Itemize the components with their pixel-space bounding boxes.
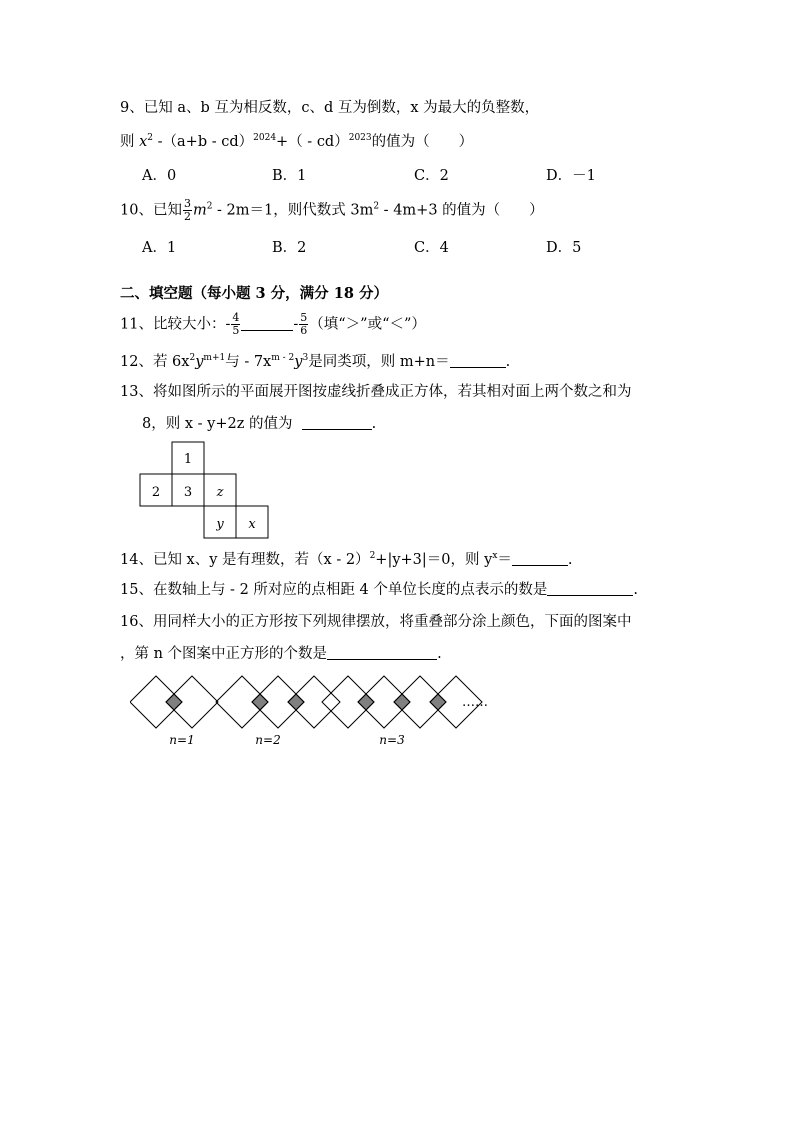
q14-line	[120, 550, 573, 570]
q12-line	[120, 352, 510, 372]
q16-line1: 16、用同样大小的正方形按下列规律摆放，将重叠部分涂上颜色，下面的图案中	[120, 614, 632, 630]
net-label-z: z	[216, 485, 224, 500]
q9-option-a[interactable]: A．0	[142, 168, 177, 184]
q10-line	[120, 198, 544, 223]
q10-expr2: - 4m+3 的值为（ ）	[379, 202, 544, 219]
q10-expr1b: - 2m＝1，则代数式 3m	[212, 202, 374, 219]
q9-exp2024: 2024	[253, 133, 277, 143]
q11-fraction-1	[231, 312, 240, 337]
q11-f2-num: 5	[300, 311, 308, 324]
net-label-3: 3	[183, 485, 193, 500]
q12-e1: 2	[189, 353, 196, 363]
q14-mid: +|y+3|＝0，则 y	[375, 552, 493, 568]
q9-prefix: 则	[120, 134, 140, 150]
section2-title: 二、填空题（每小题 3 分，满分 18 分）	[120, 285, 388, 302]
q12-y1: y	[195, 354, 204, 370]
q15-end: .	[633, 582, 638, 598]
q10-frac-num: 3	[183, 197, 191, 210]
q14-prefix: 14、已知 x、y 是有理数，若（x - 2）	[120, 552, 370, 568]
q15-line	[120, 580, 638, 600]
q14-e2: x	[492, 551, 498, 561]
q15-answer-blank[interactable]	[547, 581, 633, 596]
q12-e2: m+1	[203, 353, 226, 363]
q10-option-b[interactable]: B．2	[272, 240, 307, 256]
q13-line1: 13、将如图所示的平面展开图按虚线折叠成正方体，若其相对面上两个数之和为	[120, 384, 632, 400]
pattern-overlap	[394, 694, 410, 710]
q11-f1-num: 4	[232, 311, 240, 324]
net-label-1: 1	[183, 452, 193, 467]
q9-line2	[120, 132, 473, 152]
q13-end: .	[371, 416, 377, 432]
q11-line	[120, 312, 426, 337]
q11-prefix: 11、比较大小：	[120, 316, 226, 333]
q10-exp1: 2	[206, 201, 213, 212]
q16-line2	[120, 644, 442, 664]
q12-suffix: 是同类项，则 m+n＝	[308, 354, 450, 370]
net-label-2: 2	[151, 485, 161, 500]
q11-f2-den: 6	[300, 324, 308, 337]
q13-line2-text: 8，则 x - y+2z 的值为	[142, 416, 293, 432]
q11-fraction-2	[299, 312, 308, 337]
q10-option-d[interactable]: D．5	[546, 240, 582, 256]
net-label-y: y	[216, 517, 224, 532]
q12-answer-blank[interactable]	[450, 353, 506, 368]
q11-f1-den: 5	[232, 324, 240, 337]
q10-fraction	[183, 198, 192, 223]
q10-option-c[interactable]: C．4	[414, 240, 449, 256]
pattern-label-n2: n=2	[255, 733, 281, 747]
q9-exp2: 2	[147, 133, 154, 143]
q10-frac-den: 2	[183, 210, 191, 223]
q12-prefix: 12、若 6x	[120, 354, 190, 370]
q14-suffix: ＝	[497, 552, 512, 568]
pattern-overlap	[358, 694, 374, 710]
pattern-overlap	[288, 694, 304, 710]
pattern-label-n1: n=1	[169, 733, 195, 747]
square-pattern-figure	[130, 672, 510, 752]
net-label-x: x	[248, 517, 256, 532]
q14-answer-blank[interactable]	[512, 551, 568, 566]
pattern-ellipsis: ……	[462, 695, 488, 710]
q9-line1: 9、已知 a、b 互为相反数，c、d 互为倒数，x 为最大的负整数，	[120, 100, 540, 116]
q12-mid: 与 - 7x	[225, 354, 272, 370]
q10-prefix: 10、已知	[120, 202, 182, 219]
q11-f2-sign: -	[293, 316, 299, 333]
cube-net-figure	[136, 440, 272, 544]
pattern-label-n3: n=3	[379, 733, 405, 747]
q10-m: m	[192, 202, 207, 219]
q16-end: .	[437, 646, 442, 662]
q16-answer-blank[interactable]	[327, 645, 437, 660]
q12-e4: 3	[302, 353, 309, 363]
q10-exp2: 2	[373, 201, 380, 212]
pattern-overlap	[166, 694, 182, 710]
q9-suffix: 的值为（ ）	[371, 134, 474, 150]
q11-f1-sign: -	[225, 316, 231, 333]
q16-line2-text: ，第 n 个图案中正方形的个数是	[120, 646, 328, 662]
q12-y2: y	[294, 354, 303, 370]
q15-text: 15、在数轴上与 - 2 所对应的点相距 4 个单位长度的点表示的数是	[120, 582, 548, 598]
q11-suffix: （填“＞”或“＜”）	[309, 316, 426, 333]
q13-answer-blank[interactable]	[302, 415, 372, 430]
q10-option-a[interactable]: A．1	[142, 240, 177, 256]
q9-option-b[interactable]: B．1	[272, 168, 307, 184]
q12-e3: m - 2	[271, 353, 295, 363]
pattern-shapes	[130, 676, 482, 728]
q9-option-c[interactable]: C．2	[414, 168, 449, 184]
q14-e1: 2	[369, 551, 376, 561]
q9-middle: -（a+b - cd）	[153, 134, 254, 150]
q12-end: .	[505, 354, 511, 370]
pattern-overlap	[252, 694, 268, 710]
q9-option-d[interactable]: D．－1	[546, 168, 596, 184]
q11-answer-blank[interactable]	[241, 316, 293, 331]
pattern-overlap	[430, 694, 446, 710]
q9-x: x	[139, 134, 148, 150]
q13-line2	[142, 414, 376, 434]
q14-end: .	[567, 552, 573, 568]
q9-exp2023: 2023	[348, 133, 372, 143]
q9-plus: +（ - cd）	[276, 134, 349, 150]
